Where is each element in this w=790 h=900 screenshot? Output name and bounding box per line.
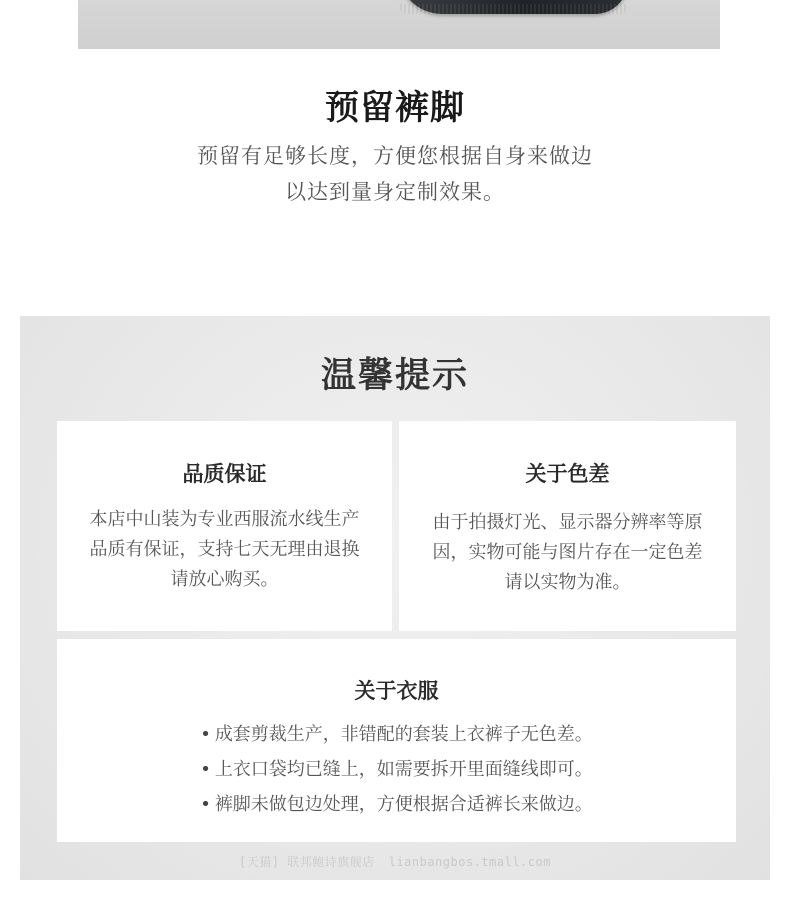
quality-guarantee-card (57, 421, 392, 631)
bullet-icon: • (200, 759, 211, 780)
watermark-url: lianbangbos.tmall.com (388, 855, 551, 869)
hem-description-line: 以达到量身定制效果。 (285, 180, 505, 204)
card-text-line: 由于拍摄灯光、显示器分辨率等原 (432, 512, 703, 533)
color-difference-card (399, 421, 736, 631)
product-photo (78, 0, 720, 49)
bullet-icon: • (200, 794, 211, 815)
card-text-line: 请以实物为准。 (504, 572, 631, 593)
card-text-line: 请放心购买。 (170, 569, 279, 590)
list-item (57, 755, 736, 781)
bullet-icon: • (200, 724, 211, 745)
store-watermark (20, 853, 770, 870)
shoe-image (398, 0, 628, 14)
card-title: 品质保证 (182, 462, 267, 486)
list-item (57, 790, 736, 816)
list-item-text: 成套剪裁生产，非错配的套装上衣裤子无色差。 (214, 724, 593, 745)
card-text-line: 品质有保证，支持七天无理由退换 (89, 539, 360, 560)
hem-description-line: 预留有足够长度，方便您根据自身来做边 (197, 144, 593, 168)
hem-section-title: 预留裤脚 (325, 88, 465, 128)
card-text-line: 因，实物可能与图片存在一定色差 (432, 542, 703, 563)
list-item (57, 720, 736, 746)
list-item-text: 裤脚未做包边处理，方便根据合适裤长来做边。 (214, 794, 593, 815)
watermark-store-name: [天猫] 联邦鲍诗旗舰店 (239, 855, 375, 869)
card-title: 关于色差 (525, 462, 610, 486)
tips-panel (20, 316, 770, 880)
card-text-line: 本店中山装为专业西服流水线生产 (89, 509, 360, 530)
card-title: 关于衣服 (354, 679, 439, 703)
tips-title: 温馨提示 (320, 356, 469, 396)
about-clothes-card (57, 639, 736, 842)
list-item-text: 上衣口袋均已缝上，如需要拆开里面缝线即可。 (214, 759, 593, 780)
